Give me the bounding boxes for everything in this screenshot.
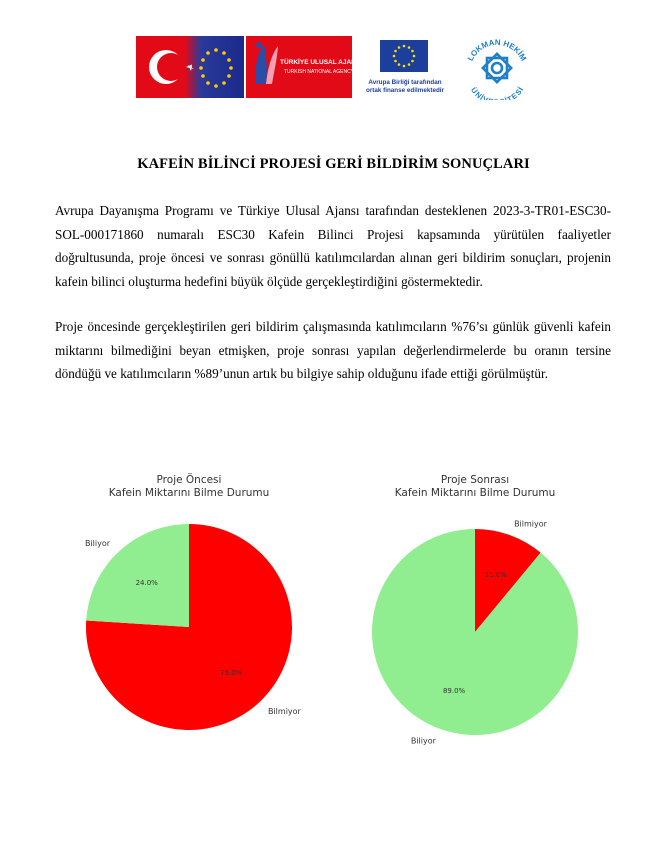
page-title: KAFEİN BİLİNCİ PROJESİ GERİ BİLDİRİM SONUÇLARI xyxy=(137,156,530,172)
pie-slice-biliyor xyxy=(372,529,578,735)
pie-pct-label: 89.0% xyxy=(442,687,466,696)
eu-cofunded-logo xyxy=(362,36,448,100)
eu-cofunded-line2: ortak finanse edilmektedir xyxy=(365,87,445,94)
chart-subtitle: Kafein Miktarını Bilme Durumu xyxy=(108,487,270,499)
chart-title: Proje Öncesi xyxy=(156,474,222,486)
intro-paragraph: Avrupa Dayanışma Programı ve Türkiye Ulusal Ajansı tarafından desteklenen 2023-3-TR01-ESC30-SOL-000171860 numaralı ESC30 Kafein Bilinci Projesi kapsamında yürütülen faaliyetler doğrultusunda, proje öncesi ve sonrası gönüllü katılımcılardan alınan geri bildirim sonuçları, projenin kafein bilinci oluşturma hedefini büyük ölçüde gerçekleştirdiğini göstermektedir. xyxy=(55,203,611,289)
pie-category-label: Bilmiyor xyxy=(267,707,301,717)
university-name-bottom: ÜNİV TESİ xyxy=(469,85,526,100)
pie-category-label: Biliyor xyxy=(410,736,436,746)
pie-pct-label: 11.0% xyxy=(484,570,508,579)
pie-charts xyxy=(0,465,667,765)
pie-category-label: Biliyor xyxy=(84,538,111,548)
pie-category-label: Bilmiyor xyxy=(514,519,547,529)
pie-pct-label: 24.0% xyxy=(135,578,158,587)
pie-chart-2 xyxy=(372,474,578,746)
header-logos xyxy=(136,36,536,100)
turkish-national-agency-logo xyxy=(246,36,362,98)
chart-subtitle: Kafein Miktarını Bilme Durumu xyxy=(394,487,556,499)
lokman-hekim-university-logo xyxy=(460,36,534,100)
results-paragraph: Proje öncesinde gerçekleştirilen geri bildirim çalışmasında katılımcıların %76’sı günlük güvenli kafein miktarını bilmediğini beyan etmişken, proje sonrası yapılan değerlendirmelerde bu oranın tersine döndüğü ve katılımcıların %89’unun artık bu bilgiye sahip olduğunu ifade ettiği görülmüştür. xyxy=(55,319,611,381)
pie-pct-label: 76.0% xyxy=(220,669,243,678)
tua-english-text: TURKISH NATIONAL AGENCY xyxy=(284,69,355,75)
tua-name-text: TÜRKİYE ULUSAL AJANSI xyxy=(280,59,362,66)
university-name-top: LOKMAN HEKİM xyxy=(465,37,529,63)
chart-title: Proje Sonrası xyxy=(440,474,510,486)
turkey-eu-flag-logo xyxy=(136,36,244,98)
svg-text:ÜNİVERSİTESİ xyxy=(469,86,525,100)
eu-cofunded-line1: Avrupa Birliği tarafından xyxy=(368,79,442,86)
pie-chart-1 xyxy=(85,473,302,730)
